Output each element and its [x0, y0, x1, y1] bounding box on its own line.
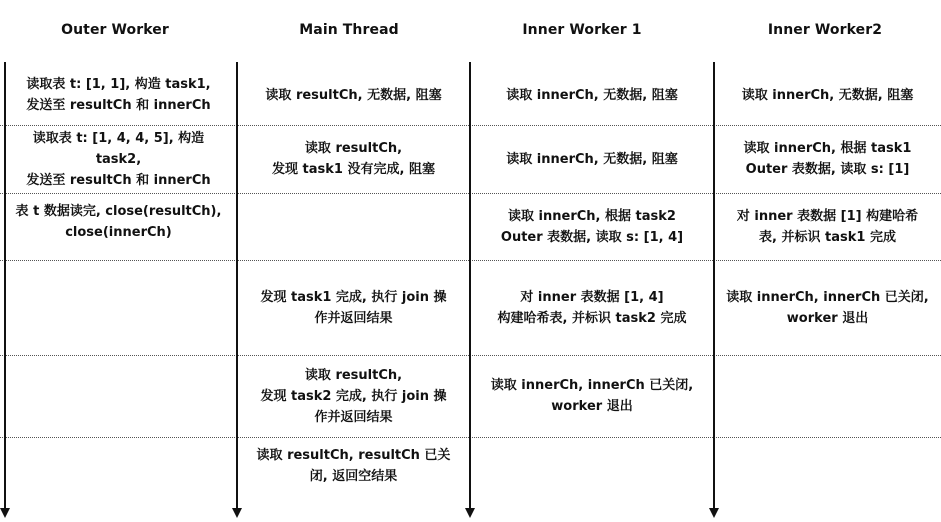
cell-inner-worker-2-step-3: 对 inner 表数据 [1] 构建哈希 表, 并标识 task1 完成	[736, 208, 919, 245]
cell-inner-worker-2-step-6	[718, 437, 937, 508]
cell-inner-worker-2-step-4: 读取 innerCh, innerCh 已关闭, worker 退出	[726, 289, 929, 326]
cell-inner-worker-1-step-3: 读取 innerCh, 根据 task2 Outer 表数据, 读取 s: [1, 4]	[500, 208, 684, 245]
cell-main-thread-step-6: 读取 resultCh, resultCh 已关 闭, 返回空结果	[256, 448, 451, 484]
cell-main-thread-step-4: 发现 task1 完成, 执行 join 操 作并返回结果	[260, 289, 447, 326]
cell-outer-worker-step-2: 读取表 t: [1, 4, 4, 5], 构造 task2, 发送至 resultCh 和 innerCh	[26, 130, 211, 188]
arrowhead	[709, 508, 719, 518]
cell-inner-worker-2-step-5	[718, 355, 937, 437]
header-inner-worker-2: Inner Worker2	[767, 22, 883, 38]
cell-outer-worker-step-5	[4, 355, 233, 437]
cell-inner-worker-1-step-2: 读取 innerCh, 无数据, 阻塞	[506, 151, 678, 167]
arrowhead	[232, 508, 242, 518]
cell-inner-worker-1-step-4: 对 inner 表数据 [1, 4] 构建哈希表, 并标识 task2 完成	[497, 289, 687, 326]
cell-main-thread-step-3	[241, 193, 466, 260]
header-inner-worker-1: Inner Worker 1	[522, 22, 642, 38]
cell-main-thread-step-5: 读取 resultCh, 发现 task2 完成, 执行 join 操 作并返回结果	[260, 367, 447, 425]
cell-outer-worker-step-6	[4, 437, 233, 508]
cell-outer-worker-step-3: 表 t 数据读完, close(resultCh), close(innerCh)	[15, 204, 222, 240]
cell-inner-worker-2-step-2: 读取 innerCh, 根据 task1 Outer 表数据, 读取 s: [1]	[743, 141, 912, 177]
cell-outer-worker-step-4	[4, 260, 233, 355]
header-main-thread: Main Thread	[299, 22, 399, 38]
cell-inner-worker-2-step-1: 读取 innerCh, 无数据, 阻塞	[741, 87, 914, 103]
cell-main-thread-step-2: 读取 resultCh, 发现 task1 没有完成, 阻塞	[272, 141, 435, 177]
cell-inner-worker-1-step-6	[474, 437, 710, 508]
arrowhead	[465, 508, 475, 518]
cell-outer-worker-step-1: 读取表 t: [1, 1], 构造 task1, 发送至 resultCh 和 innerCh	[26, 77, 211, 113]
cell-inner-worker-1-step-5: 读取 innerCh, innerCh 已关闭, worker 退出	[490, 378, 694, 414]
cell-inner-worker-1-step-1: 读取 innerCh, 无数据, 阻塞	[506, 87, 678, 103]
arrowhead	[0, 508, 10, 518]
cell-main-thread-step-1: 读取 resultCh, 无数据, 阻塞	[265, 87, 442, 103]
header-outer-worker: Outer Worker	[61, 22, 169, 38]
